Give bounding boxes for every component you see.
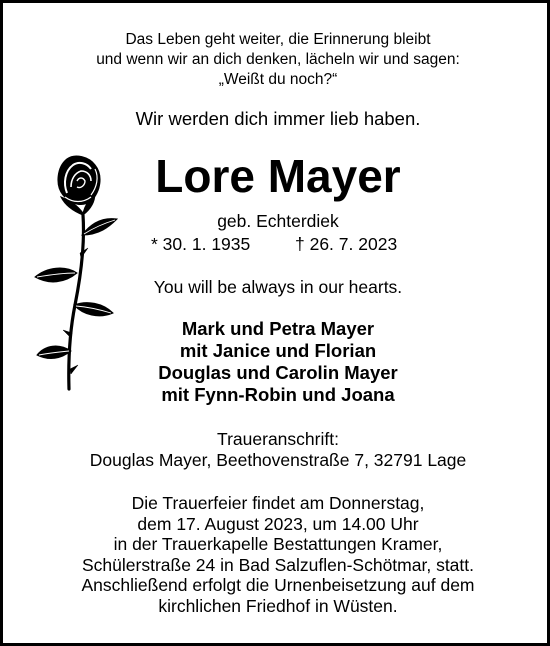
life-dates [3,232,550,256]
verse-line: „Weißt du noch?“ [218,71,338,88]
address-value: Douglas Mayer, Beethovenstraße 7, 32791 Lage [89,450,467,470]
memorial-verse [3,30,550,90]
mourner-line: Mark und Petra Mayer [181,318,375,339]
mourners-list [3,318,550,406]
mourning-address [3,429,550,471]
birth-date: * 30. 1. 1935 [151,234,251,254]
service-line: Anschließend erfolgt die Urnenbeisetzung auf dem [81,575,475,595]
verse-line: Das Leben geht weiter, die Erinnerung bleibt [125,31,431,48]
mourner-line: mit Fynn-Robin und Joana [161,384,395,405]
address-label: Traueranschrift: [217,429,339,449]
mourner-line: mit Janice und Florian [179,340,377,361]
deceased-name: Lore Mayer [155,150,401,202]
verse-line: und wenn wir an dich denken, lächeln wir und sagen: [96,51,460,68]
love-statement: Wir werden dich immer lieb haben. [135,108,421,129]
english-dedication: You will be always in our hearts. [153,277,403,297]
service-line: dem 17. August 2023, um 14.00 Uhr [137,513,419,534]
service-line: in der Trauerkapelle Bestattungen Kramer, [113,534,443,554]
maiden-name: geb. Echterdiek [217,211,339,231]
service-line: kirchlichen Friedhof in Wüsten. [158,595,398,616]
mourner-line: Douglas und Carolin Mayer [158,362,398,383]
death-date: † 26. 7. 2023 [295,234,398,254]
service-line: Die Trauerfeier findet am Donnerstag, [131,493,425,513]
service-line: Schülerstraße 24 in Bad Salzuflen-Schötmar, statt. [82,554,474,575]
funeral-service-info [3,493,550,616]
